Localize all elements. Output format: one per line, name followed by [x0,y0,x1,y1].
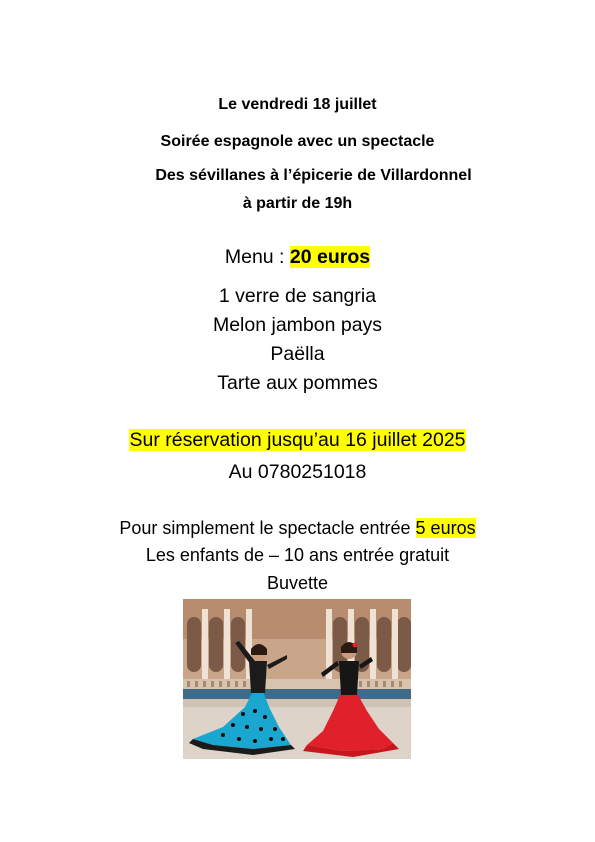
flamenco-photo [183,599,411,759]
reservation-text: Sur réservation jusqu’au 16 juillet 2025 [129,429,466,451]
menu-line [0,246,595,269]
children-info: Les enfants de – 10 ans entrée gratuit [145,545,450,565]
show-price-value: 5 euros [415,518,476,538]
menu-item: Paëlla [270,343,325,365]
menu-price: 20 euros [289,246,371,268]
event-time: à partir de 19h [242,195,353,212]
event-date: Le vendredi 18 juillet [218,96,377,113]
reservation-line [0,429,595,452]
event-subtitle: Des sévillanes à l’épicerie de Villardonnel [155,167,472,184]
menu-label: Menu : [224,246,290,268]
bar-info: Buvette [266,573,329,593]
reservation-phone: Au 0780251018 [228,461,367,483]
show-price-line [0,518,595,539]
menu-item: Tarte aux pommes [217,372,378,394]
show-price-prefix: Pour simplement le spectacle entrée [119,518,416,538]
menu-item: 1 verre de sangria [218,285,377,307]
menu-item: Melon jambon pays [212,314,383,336]
event-title: Soirée espagnole avec un spectacle [160,133,435,150]
